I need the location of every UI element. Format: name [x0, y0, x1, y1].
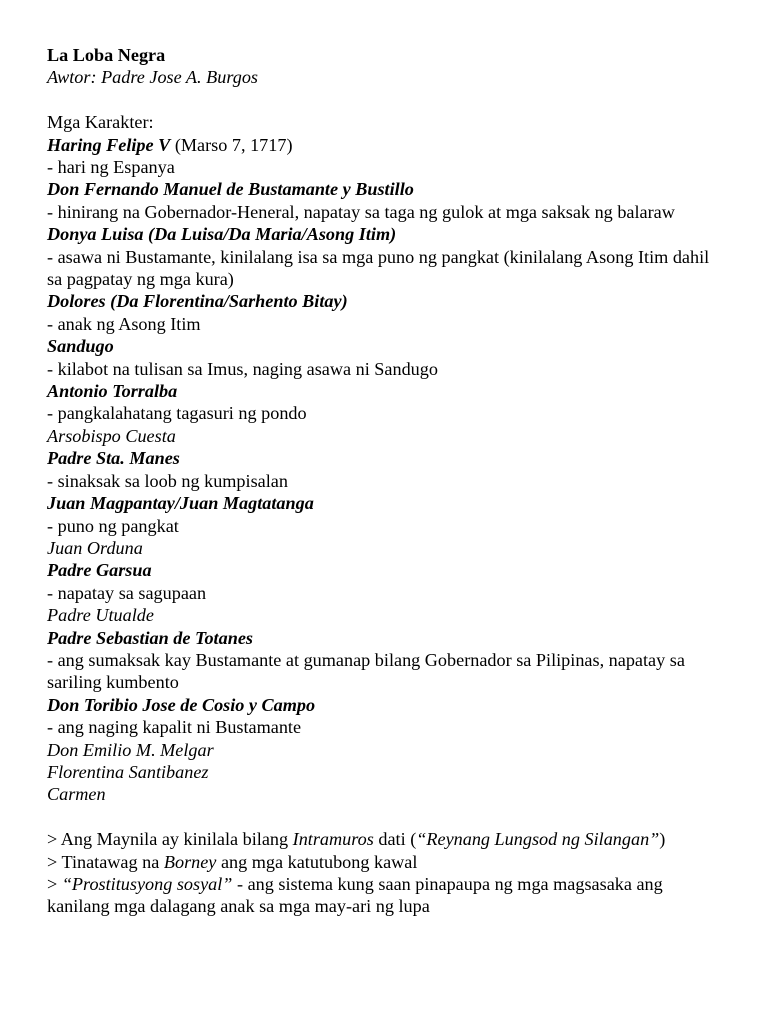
character-name-line — [47, 604, 728, 626]
character-name-line — [47, 694, 728, 716]
character-name-line — [47, 492, 728, 514]
note-text: > Ang Maynila ay kinilala bilang — [47, 829, 293, 850]
character-list — [47, 134, 728, 806]
character-name: Don Fernando Manuel de Bustamante y Bustillo — [47, 179, 414, 200]
character-description: - ang naging kapalit ni Bustamante — [47, 717, 302, 738]
character-name: Padre Sta. Manes — [47, 448, 180, 469]
character-name-line — [47, 559, 728, 581]
note-text: ) — [659, 829, 666, 850]
character-name-line — [47, 380, 728, 402]
character-name: Padre Sebastian de Totanes — [47, 627, 253, 648]
note-item — [47, 828, 728, 850]
author-line: Awtor: Padre Jose A. Burgos — [47, 67, 258, 88]
character-description: - hinirang na Gobernador-Heneral, napatay sa taga ng gulok at mga saksak ng balaraw — [47, 201, 675, 222]
note-emphasis: Intramuros — [292, 829, 374, 850]
spacer — [47, 89, 728, 111]
note-text: dati ( — [373, 829, 417, 850]
character-description: - pangkalahatang tagasuri ng pondo — [47, 403, 307, 424]
character-name: Juan Orduna — [47, 537, 143, 558]
character-name-line — [47, 739, 728, 761]
character-name: Carmen — [47, 784, 106, 805]
note-emphasis: Borney — [163, 851, 217, 872]
character-description: - napatay sa sagupaan — [47, 582, 207, 603]
character-description: - kilabot na tulisan sa Imus, naging asawa ni Sandugo — [47, 358, 438, 379]
character-name-line — [47, 335, 728, 357]
note-text: - ang sistema kung saan pinapaupa ng mga magsasaka ang kanilang mga dalagang anak sa mga may-ari ng lupa — [47, 874, 663, 917]
character-name: Padre Garsua — [47, 560, 152, 581]
character-description: - sinaksak sa loob ng kumpisalan — [47, 470, 288, 491]
character-name: Florentina Santibanez — [47, 761, 209, 782]
character-description: - puno ng pangkat — [47, 515, 179, 536]
character-name: Don Emilio M. Melgar — [47, 739, 214, 760]
note-item — [47, 873, 728, 918]
character-name-line — [47, 178, 728, 200]
notes-list — [47, 828, 728, 918]
character-description: - hari ng Espanya — [47, 157, 175, 178]
document-title: La Loba Negra — [47, 45, 166, 65]
character-name: Donya Luisa (Da Luisa/Da Maria/Asong Itim) — [47, 224, 397, 245]
note-emphasis: “Prostitusyong sosyal” — [61, 874, 233, 894]
character-name: Sandugo — [47, 336, 114, 357]
note-text: > — [47, 874, 62, 894]
note-item — [47, 851, 728, 873]
character-name: Don Toribio Jose de Cosio y Campo — [47, 694, 316, 715]
character-name: Antonio Torralba — [47, 381, 178, 402]
character-name: Dolores (Da Florentina/Sarhento Bitay) — [47, 291, 348, 312]
characters-heading: Mga Karakter: — [47, 112, 154, 133]
character-name-line — [47, 627, 728, 649]
character-name-line — [47, 447, 728, 469]
note-emphasis: “Reynang Lungsod ng Silangan” — [416, 829, 660, 850]
character-name-line — [47, 425, 728, 447]
character-name-line — [47, 290, 728, 312]
character-description: - ang sumaksak kay Bustamante at gumanap bilang Gobernador sa Pilipinas, napatay sa sariling kumbento — [47, 649, 685, 693]
character-name-line — [47, 537, 728, 559]
character-name-line — [47, 134, 728, 156]
character-name-line — [47, 783, 728, 805]
note-text: > Tinatawag na — [47, 851, 164, 872]
character-name: Padre Utualde — [47, 605, 154, 626]
character-name: Arsobispo Cuesta — [47, 425, 176, 446]
note-text: ang mga katutubong kawal — [216, 851, 418, 872]
character-description: - asawa ni Bustamante, kinilalang isa sa mga puno ng pangkat (kinilalang Asong Itim dahil sa pagpatay ng mga kura) — [47, 246, 710, 290]
character-name: Juan Magpantay/Juan Magtatanga — [47, 493, 314, 514]
character-name-line — [47, 223, 728, 245]
character-description: - anak ng Asong Itim — [47, 313, 201, 334]
character-name-line — [47, 761, 728, 783]
character-name: Haring Felipe V — [47, 134, 171, 155]
character-date: (Marso 7, 1717) — [170, 134, 293, 155]
